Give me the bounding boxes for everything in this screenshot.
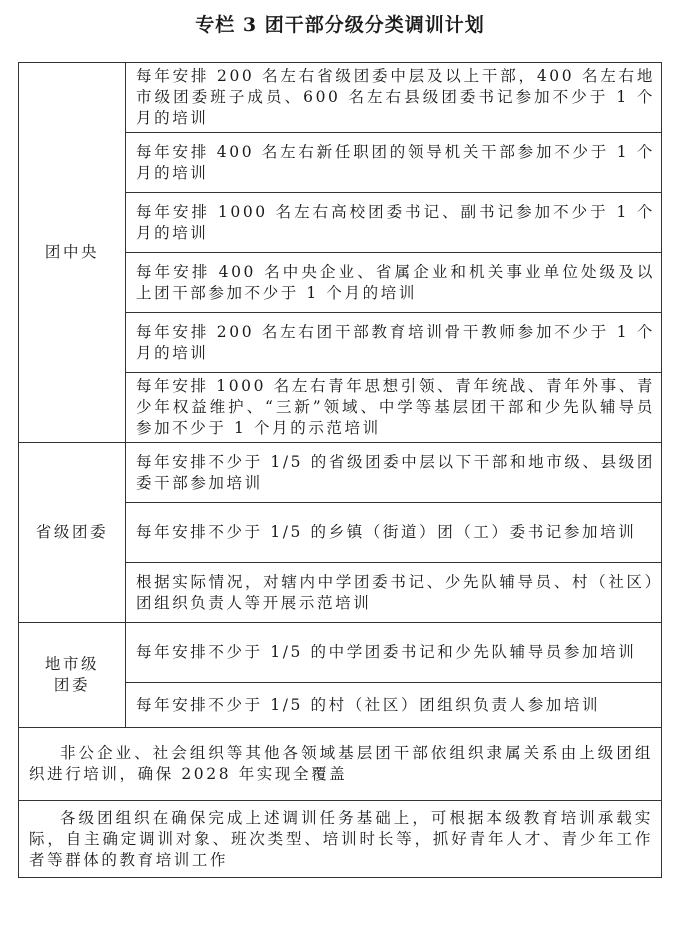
level-cell-central: 团中央: [19, 63, 126, 443]
table-row: [19, 623, 662, 683]
plan-item: 每年安排 1000 名左右高校团委书记、副书记参加不少于 1 个月的培训: [126, 193, 662, 253]
plan-item: 每年安排 400 名左右新任职团的领导机关干部参加不少于 1 个月的培训: [126, 133, 662, 193]
plan-item: 每年安排 200 名左右团干部教育培训骨干教师参加不少于 1 个月的培训: [126, 313, 662, 373]
note-cell: 非公企业、社会组织等其他各领域基层团干部依组织隶属关系由上级团组织进行培训，确保 2028 年实现全覆盖: [19, 728, 662, 801]
training-plan-table: [18, 62, 662, 878]
plan-item: 每年安排不少于 1/5 的中学团委书记和少先队辅导员参加培训: [126, 623, 662, 683]
plan-item: 每年安排 1000 名左右青年思想引领、青年统战、青年外事、青少年权益维护、“三新”领域、中学等基层团干部和少先队辅导员参加不少于 1 个月的示范培训: [126, 373, 662, 443]
table-row: [19, 728, 662, 801]
note-cell: 各级团组织在确保完成上述调训任务基础上，可根据本级教育培训承载实际，自主确定调训对象、班次类型、培训时长等，抓好青年人才、青少年工作者等群体的教育培训工作: [19, 801, 662, 878]
level-label-line: 地市级: [44, 655, 100, 673]
plan-item: 每年安排 400 名中央企业、省属企业和机关事业单位处级及以上团干部参加不少于 1 个月的培训: [126, 253, 662, 313]
plan-item: 每年安排不少于 1/5 的省级团委中层以下干部和地市级、县级团委干部参加培训: [126, 443, 662, 503]
plan-item: 每年安排不少于 1/5 的村（社区）团组织负责人参加培训: [126, 683, 662, 728]
level-label-line: 团委: [53, 676, 91, 694]
table-row: [19, 443, 662, 503]
plan-item: 每年安排 200 名左右省级团委中层及以上干部，400 名左右地市级团委班子成员、600 名左右县级团委书记参加不少于 1 个月的培训: [126, 63, 662, 133]
plan-item: 每年安排不少于 1/5 的乡镇（街道）团（工）委书记参加培训: [126, 503, 662, 563]
table-row: [19, 63, 662, 133]
level-cell-municipal: [19, 623, 126, 728]
table-row: [19, 801, 662, 878]
table-title: 专栏 3 团干部分级分类调训计划: [195, 14, 485, 36]
level-cell-provincial: 省级团委: [19, 443, 126, 623]
plan-item: 根据实际情况，对辖内中学团委书记、少先队辅导员、村（社区）团组织负责人等开展示范培训: [126, 563, 662, 623]
